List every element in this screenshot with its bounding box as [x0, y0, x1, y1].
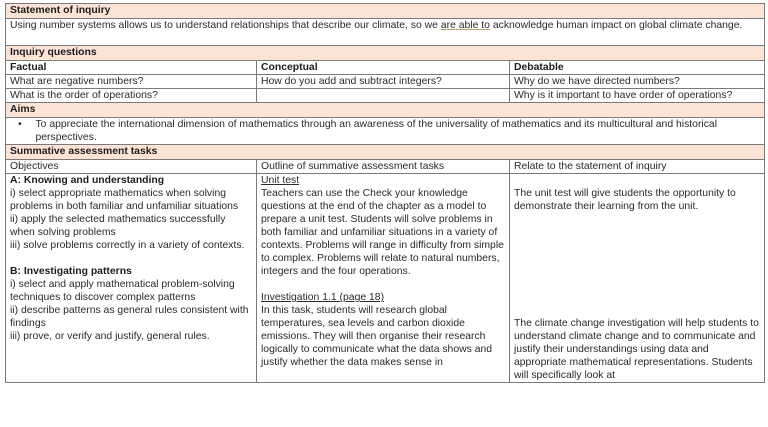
- objective-item: ii) apply the selected mathematics successfully when solving problems: [10, 214, 226, 238]
- statement-of-inquiry-text: Using number systems allows us to understand relationships that describe our climate, so we are able to acknowledge human impact on global climate change.: [6, 19, 765, 46]
- factual-question: What is the order of operations?: [6, 89, 257, 103]
- objectives-cell: [6, 174, 257, 383]
- column-factual: Factual: [6, 61, 257, 75]
- objective-item: iii) prove, or verify and justify, general rules.: [10, 331, 210, 342]
- column-objectives: Objectives: [6, 160, 257, 174]
- investigation-title: Investigation 1.1 (page 18): [261, 292, 385, 303]
- inquiry-row: [6, 89, 765, 103]
- conceptual-question: How do you add and subtract integers?: [257, 75, 510, 89]
- investigation-relation: The climate change investigation will help students to understand climate change and to communicate and justify their understandings using data and appropriate mathematical representations. Students will specifically look at: [514, 318, 759, 381]
- debatable-question: Why do we have directed numbers?: [510, 75, 765, 89]
- grammar-flag: are able to: [440, 20, 490, 31]
- objective-item: iii) solve problems correctly in a variety of contexts.: [10, 240, 245, 251]
- conceptual-question: [257, 89, 510, 103]
- relate-cell: [510, 174, 765, 383]
- outline-cell: [257, 174, 510, 383]
- unit-planner-table: [5, 3, 765, 383]
- aim-item: • To appreciate the international dimension of mathematics through an awareness of the universality of mathematics and its multicultural and historical perspectives.: [10, 118, 760, 144]
- aims-heading: Aims: [6, 103, 765, 118]
- unit-test-relation: The unit test will give students the opportunity to demonstrate their learning from the unit.: [514, 188, 736, 212]
- aims-list: [6, 118, 765, 145]
- assessment-row: [6, 174, 765, 383]
- bullet-icon: •: [18, 119, 22, 130]
- unit-planner-document: [5, 3, 764, 383]
- objective-item: i) select appropriate mathematics when solving problems in both familiar and unfamiliar situations: [10, 188, 239, 212]
- unit-test-title: Unit test: [261, 175, 300, 186]
- inquiry-row: [6, 75, 765, 89]
- statement-of-inquiry-heading: Statement of inquiry: [6, 4, 765, 19]
- criterion-a-title: A: Knowing and understanding: [10, 175, 165, 186]
- inquiry-questions-heading: Inquiry questions: [6, 46, 765, 61]
- summative-assessment-heading: Summative assessment tasks: [6, 145, 765, 160]
- factual-question: What are negative numbers?: [6, 75, 257, 89]
- unit-test-description: Teachers can use the Check your knowledge questions at the end of the chapter as a model to prepare a unit test. Students will solve problems in both familiar and unfamiliar situations in a variety of contexts. Problems will range in difficulty from simple to complex. Problems will relate to natural numbers, integers and the four operations.: [261, 188, 504, 277]
- column-relate: Relate to the statement of inquiry: [510, 160, 765, 174]
- criterion-b-title: B: Investigating patterns: [10, 266, 132, 277]
- column-debatable: Debatable: [510, 61, 765, 75]
- objective-item: ii) describe patterns as general rules consistent with findings: [10, 305, 249, 329]
- column-conceptual: Conceptual: [257, 61, 510, 75]
- debatable-question: Why is it important to have order of operations?: [510, 89, 765, 103]
- column-outline: Outline of summative assessment tasks: [257, 160, 510, 174]
- objective-item: i) select and apply mathematical problem-solving techniques to discover complex patterns: [10, 279, 235, 303]
- investigation-description: In this task, students will research global temperatures, sea levels and carbon dioxide emissions. They will then organise their research logically to communicate what the data shows and justify whether the data makes sense in: [261, 305, 493, 368]
